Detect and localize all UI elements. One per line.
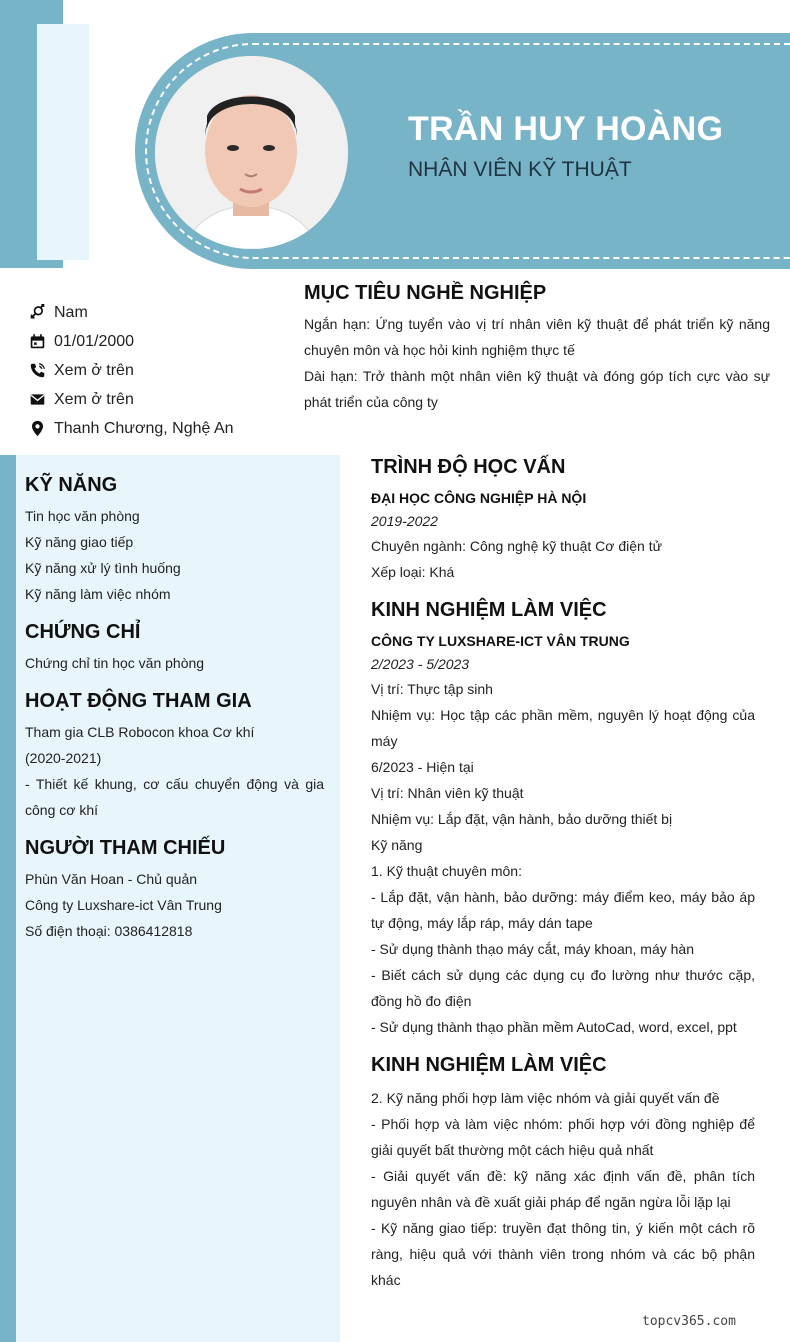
experience-section-2 <box>371 1054 755 1293</box>
contact-email-text: Xem ở trên <box>54 390 134 408</box>
reference-item: Công ty Luxshare-ict Vân Trung <box>25 897 222 913</box>
experience-line: Vị trí: Thực tập sinh <box>371 681 493 697</box>
email-icon <box>28 391 46 409</box>
contact-birthday-text: 01/01/2000 <box>54 332 135 350</box>
education-period: 2019-2022 <box>371 513 438 529</box>
reference-item: Phùn Văn Hoan - Chủ quản <box>25 871 198 887</box>
experience-line: Vị trí: Nhân viên kỹ thuật <box>371 785 524 801</box>
experience-title-2: KINH NGHIỆM LÀM VIỆC <box>371 1054 607 1076</box>
experience-line: - Biết cách sử dụng các dụng cụ đo lường như thước cặp, đồng hồ đo điện <box>371 967 755 1009</box>
references-section <box>25 837 324 944</box>
references-title: NGƯỜI THAM CHIẾU <box>25 837 226 859</box>
experience-section <box>371 599 755 1040</box>
experience-line: Nhiệm vụ: Học tập các phần mềm, nguyên lý hoạt động của máy <box>371 707 755 749</box>
career-objective-section <box>304 282 770 415</box>
experience-line: 6/2023 - Hiện tại <box>371 759 474 775</box>
activity-item: Tham gia CLB Robocon khoa Cơ khí <box>25 724 255 740</box>
experience-line: - Sử dụng thành thạo máy cắt, máy khoan, máy hàn <box>371 941 694 957</box>
contact-gender-text: Nam <box>54 303 88 321</box>
skill-item: Kỹ năng xử lý tình huống <box>25 560 181 576</box>
education-title: TRÌNH ĐỘ HỌC VẤN <box>371 456 566 478</box>
experience-title: KINH NGHIỆM LÀM VIỆC <box>371 599 607 621</box>
experience-line: - Kỹ năng giao tiếp: truyền đạt thông tin, ý kiến một cách rõ ràng, hiệu quả với thành viên trong nhóm và các bộ phận khác <box>371 1220 755 1288</box>
candidate-title: NHÂN VIÊN KỸ THUẬT <box>408 158 632 181</box>
contact-birthday <box>28 327 234 356</box>
skill-item: Kỹ năng làm việc nhóm <box>25 586 171 602</box>
experience-line: Nhiệm vụ: Lắp đặt, vận hành, bảo dưỡng thiết bị <box>371 811 673 827</box>
education-line: Xếp loại: Khá <box>371 564 455 580</box>
contact-info <box>28 298 234 443</box>
objective-short-term: Ngắn hạn: Ứng tuyển vào vị trí nhân viên kỹ thuật để phát triển kỹ năng chuyên môn và học hỏi kinh nghiệm thực tế <box>304 316 770 358</box>
experience-line: 2. Kỹ năng phối hợp làm việc nhóm và giải quyết vấn đề <box>371 1090 720 1106</box>
contact-address <box>28 414 234 443</box>
experience-line: Kỹ năng <box>371 837 423 853</box>
career-objective-title: MỤC TIÊU NGHỀ NGHIỆP <box>304 282 547 304</box>
header-inner-panel <box>37 24 89 260</box>
main-content <box>371 456 755 1307</box>
skill-item: Kỹ năng giao tiếp <box>25 534 134 550</box>
education-line: Chuyên ngành: Công nghệ kỹ thuật Cơ điện tử <box>371 538 662 554</box>
school-name: ĐẠI HỌC CÔNG NGHIỆP HÀ NỘI <box>371 490 587 506</box>
experience-line: - Sử dụng thành thạo phần mềm AutoCad, word, excel, ppt <box>371 1019 737 1035</box>
skills-title: KỸ NĂNG <box>25 474 118 496</box>
experience-line: 1. Kỹ thuật chuyên môn: <box>371 863 522 879</box>
certificates-section <box>25 621 324 676</box>
education-section <box>371 456 755 585</box>
activities-title: HOẠT ĐỘNG THAM GIA <box>25 690 252 712</box>
reference-item: Số điện thoại: 0386412818 <box>25 923 193 939</box>
candidate-name: TRẦN HUY HOÀNG <box>408 110 724 148</box>
objective-long-term: Dài hạn: Trở thành một nhân viên kỹ thuật và đóng góp tích cực vào sự phát triển của công ty <box>304 368 770 410</box>
contact-gender <box>28 298 234 327</box>
skills-section <box>25 474 324 607</box>
watermark: topcv365.com <box>642 1314 736 1329</box>
contact-phone-text: Xem ở trên <box>54 361 134 379</box>
certificate-item: Chứng chỉ tin học văn phòng <box>25 655 205 671</box>
activity-item: - Thiết kế khung, cơ cấu chuyển động và gia công cơ khí <box>25 776 324 818</box>
experience-line: - Giải quyết vấn đề: kỹ năng xác định vấn đề, phân tích nguyên nhân và đề xuất giải pháp để ngăn ngừa lỗi lặp lại <box>371 1168 755 1210</box>
contact-email <box>28 385 234 414</box>
experience-period: 2/2023 - 5/2023 <box>371 656 470 672</box>
certificates-title: CHỨNG CHỈ <box>25 621 141 643</box>
location-pin-icon <box>28 420 46 438</box>
profile-photo <box>155 56 348 249</box>
calendar-icon <box>28 333 46 351</box>
activities-section <box>25 690 324 823</box>
gender-icon <box>28 304 46 322</box>
phone-icon <box>28 362 46 380</box>
sidebar-content <box>25 474 324 958</box>
company-name: CÔNG TY LUXSHARE-ICT VÂN TRUNG <box>371 633 630 649</box>
sidebar-accent-bar <box>0 455 16 1342</box>
activity-item: (2020-2021) <box>25 750 102 766</box>
contact-phone <box>28 356 234 385</box>
experience-line: - Phối hợp và làm việc nhóm: phối hợp với đồng nghiệp để giải quyết bất thường một cách hiệu quả nhất <box>371 1116 755 1158</box>
contact-address-text: Thanh Chương, Nghệ An <box>54 419 234 437</box>
skill-item: Tin học văn phòng <box>25 508 140 524</box>
experience-line: - Lắp đặt, vận hành, bảo dưỡng: máy điểm keo, máy bảo áp tự động, máy lắp ráp, máy dán tape <box>371 889 755 931</box>
